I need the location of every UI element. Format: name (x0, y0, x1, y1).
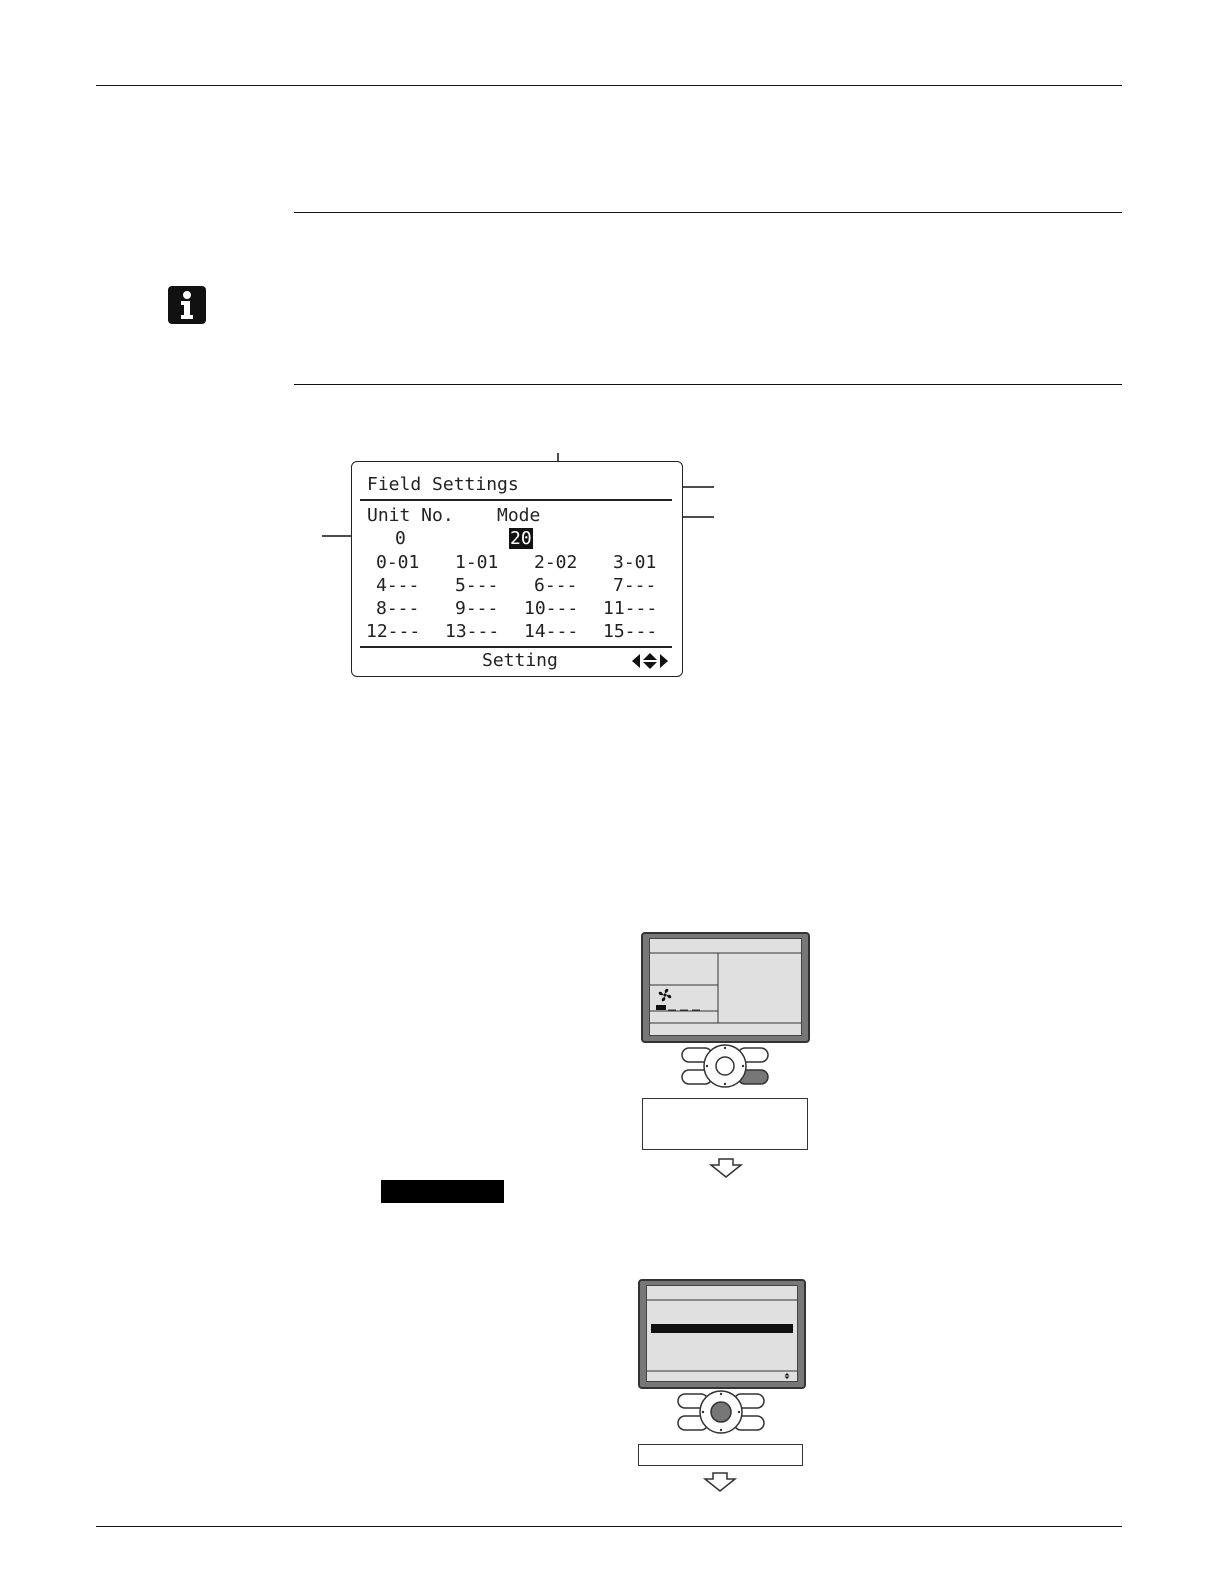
highlight-bar (381, 1180, 504, 1203)
unit-no-label: Unit No. (367, 505, 454, 526)
remote-screen-menu (638, 1279, 806, 1389)
remote-control-buttons-2[interactable] (676, 1389, 766, 1441)
mode-value: 20 (510, 528, 532, 549)
lcd-footer-rule (360, 646, 672, 648)
setting-cell: 2-02 (534, 552, 578, 573)
setting-cell: 15--- (603, 621, 658, 642)
step-label-box-2 (638, 1444, 803, 1466)
setting-cell: 5--- (455, 575, 499, 596)
remote-screen-main (641, 932, 810, 1043)
setting-cell: 7--- (613, 575, 657, 596)
remote-control-buttons[interactable] (680, 1043, 770, 1095)
setting-cell: 3-01 (613, 552, 657, 573)
setting-cell: 11--- (603, 598, 658, 619)
setting-cell: 4--- (376, 575, 420, 596)
setting-cell: 8--- (376, 598, 420, 619)
fan-icon (658, 987, 672, 1006)
remote-menu-display (646, 1285, 798, 1382)
down-arrow-icon (709, 1158, 743, 1182)
unit-no-value: 0 (395, 528, 406, 549)
setting-cell: 9--- (455, 598, 499, 619)
setting-cell: 14--- (524, 621, 579, 642)
step-label-box (642, 1098, 808, 1150)
lcd-footer-label: Setting (482, 650, 558, 671)
setting-cell: 10--- (524, 598, 579, 619)
lcd-title-rule (360, 499, 672, 501)
setting-cell: 13--- (445, 621, 500, 642)
setting-cell: 0-01 (376, 552, 420, 573)
remote-screen-display (649, 938, 802, 1036)
lcd-title: Field Settings (367, 474, 519, 495)
setting-cell: 12--- (366, 621, 421, 642)
down-arrow-icon (703, 1472, 737, 1496)
mode-label: Mode (497, 505, 541, 526)
navigation-arrows-icon (630, 651, 670, 675)
field-settings-lcd (351, 461, 683, 677)
setting-cell: 6--- (534, 575, 578, 596)
setting-cell: 1-01 (455, 552, 499, 573)
